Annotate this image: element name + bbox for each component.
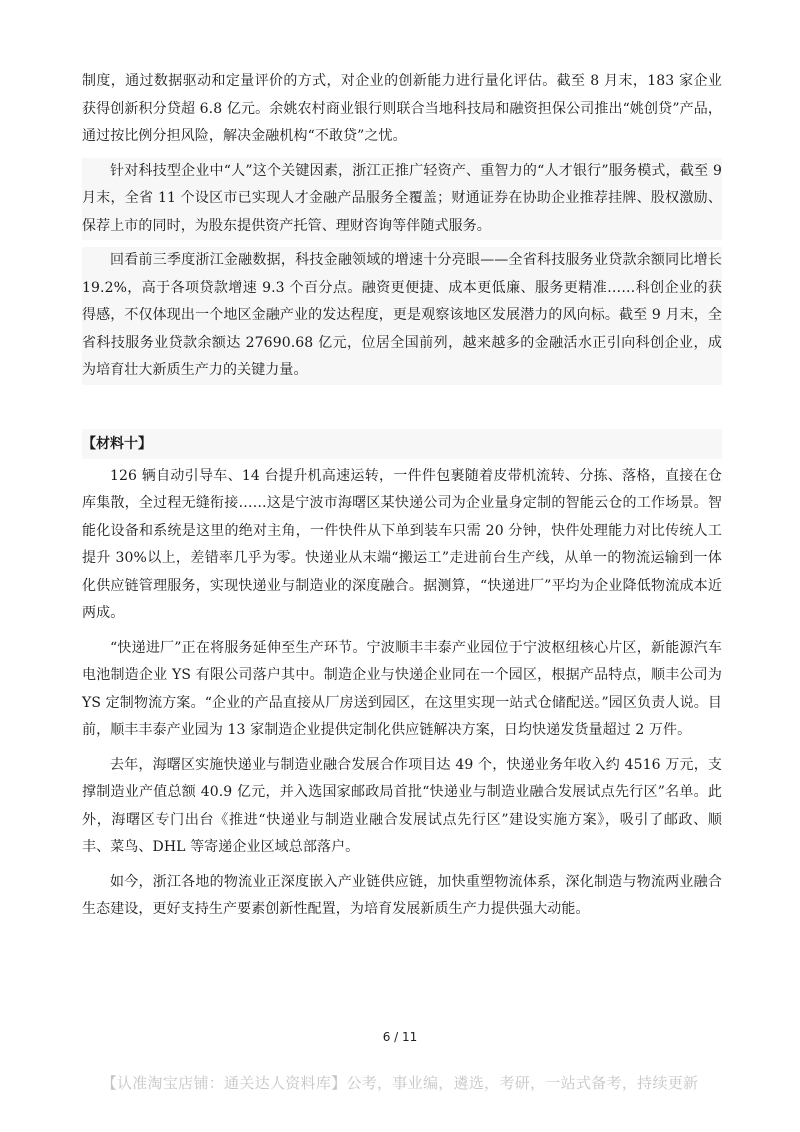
paragraph-express-factory: “快递进厂”正在将服务延伸至生产环节。宁波顺丰丰泰产业园位于宁波枢纽核心片区，新能源汽车电池制造企业 YS 有限公司落户其中。制造企业与快递企业同在一个园区，根据产品特点，顺丰公司为 YS 定制物流方案。“企业的产品直接从厂房送到园区，在这里实现一站式仓储配送。”园区负责人说。目前，顺丰丰泰产业园为 13 家制造企业提供定制化供应链解决方案，日均快递发货量超过 2 万件。 — [82, 639, 722, 738]
document-body — [82, 68, 722, 931]
section-title: 【材料十】 — [82, 429, 722, 459]
paragraph-tech-finance-data: 回看前三季度浙江金融数据，科技金融领域的增速十分亮眼——全省科技服务业贷款余额同比增长 19.2%，高于各项贷款增速 9.3 个百分点。融资更便捷、成本更低廉、服务更精准……科创企业的获得感，不仅体现出一个地区金融产业的发达程度，更是观察该地区发展潜力的风向标。截至 9 月末，全省科技服务业贷款余额达 27690.68 亿元，位居全国前列，越来越多的金融活水正引向科创企业，成为培育壮大新质生产力的关键力量。 — [82, 247, 722, 385]
paragraph-smart-warehouse: 126 辆自动引导车、14 台提升机高速运转，一件件包裹随着皮带机流转、分拣、落格，直接在仓库集散，全过程无缝衔接……这是宁波市海曙区某快递公司为企业量身定制的智能云仓的工作场景。智能化设备和系统是这里的绝对主角，一件快件从下单到装车只需 20 分钟，快件处理能力对比传统人工提升 30%以上，差错率几乎为零。快递业从末端“搬运工”走进前台生产线，从单一的物流运输到一体化供应链管理服务，实现快递业与制造业的深度融合。据测算，“快递进厂”平均为企业降低物流成本近两成。 — [82, 467, 722, 621]
paragraph-conclusion: 如今，浙江各地的物流业正深度嵌入产业链供应链，加快重塑物流体系，深化制造与物流两业融合生态建设，更好支持生产要素创新性配置，为培育发展新质生产力提供强大动能。 — [82, 873, 722, 917]
paragraph-continued: 制度，通过数据驱动和定量评价的方式，对企业的创新能力进行量化评估。截至 8 月末，183 家企业获得创新积分贷超 6.8 亿元。余姚农村商业银行则联合当地科技局和融资担保公司推出“姚创贷”产品，通过按比例分担风险，解决金融机构“不敢贷”之忧。 — [82, 73, 722, 144]
paragraph-haishu-district: 去年，海曙区实施快递业与制造业融合发展合作项目达 49 个，快递业务年收入约 4516 万元，支撑制造业产值总额 40.9 亿元，并入选国家邮政局首批“快递业与制造业融合发展试点先行区”名单。此外，海曙区专门出台《推进“快递业与制造业融合发展试点先行区”建设实施方案》，吸引了邮政、顺丰、菜鸟、DHL 等寄递企业区域总部落户。 — [82, 756, 722, 855]
paragraph-talent-bank: 针对科技型企业中“人”这个关键因素，浙江正推广轻资产、重智力的“人才银行”服务模式，截至 9 月末，全省 11 个设区市已实现人才金融产品服务全覆盖；财通证券在协助企业推荐挂牌、股权激励、保荐上市的同时，为股东提供资产托管、理财咨询等伴随式服务。 — [82, 158, 722, 241]
footer-watermark-note: 【认准淘宝店铺：通关达人资料库】公考，事业编，遴选，考研，一站式备考，持续更新 — [101, 1074, 699, 1092]
page-number: 6 / 11 — [382, 1030, 418, 1044]
